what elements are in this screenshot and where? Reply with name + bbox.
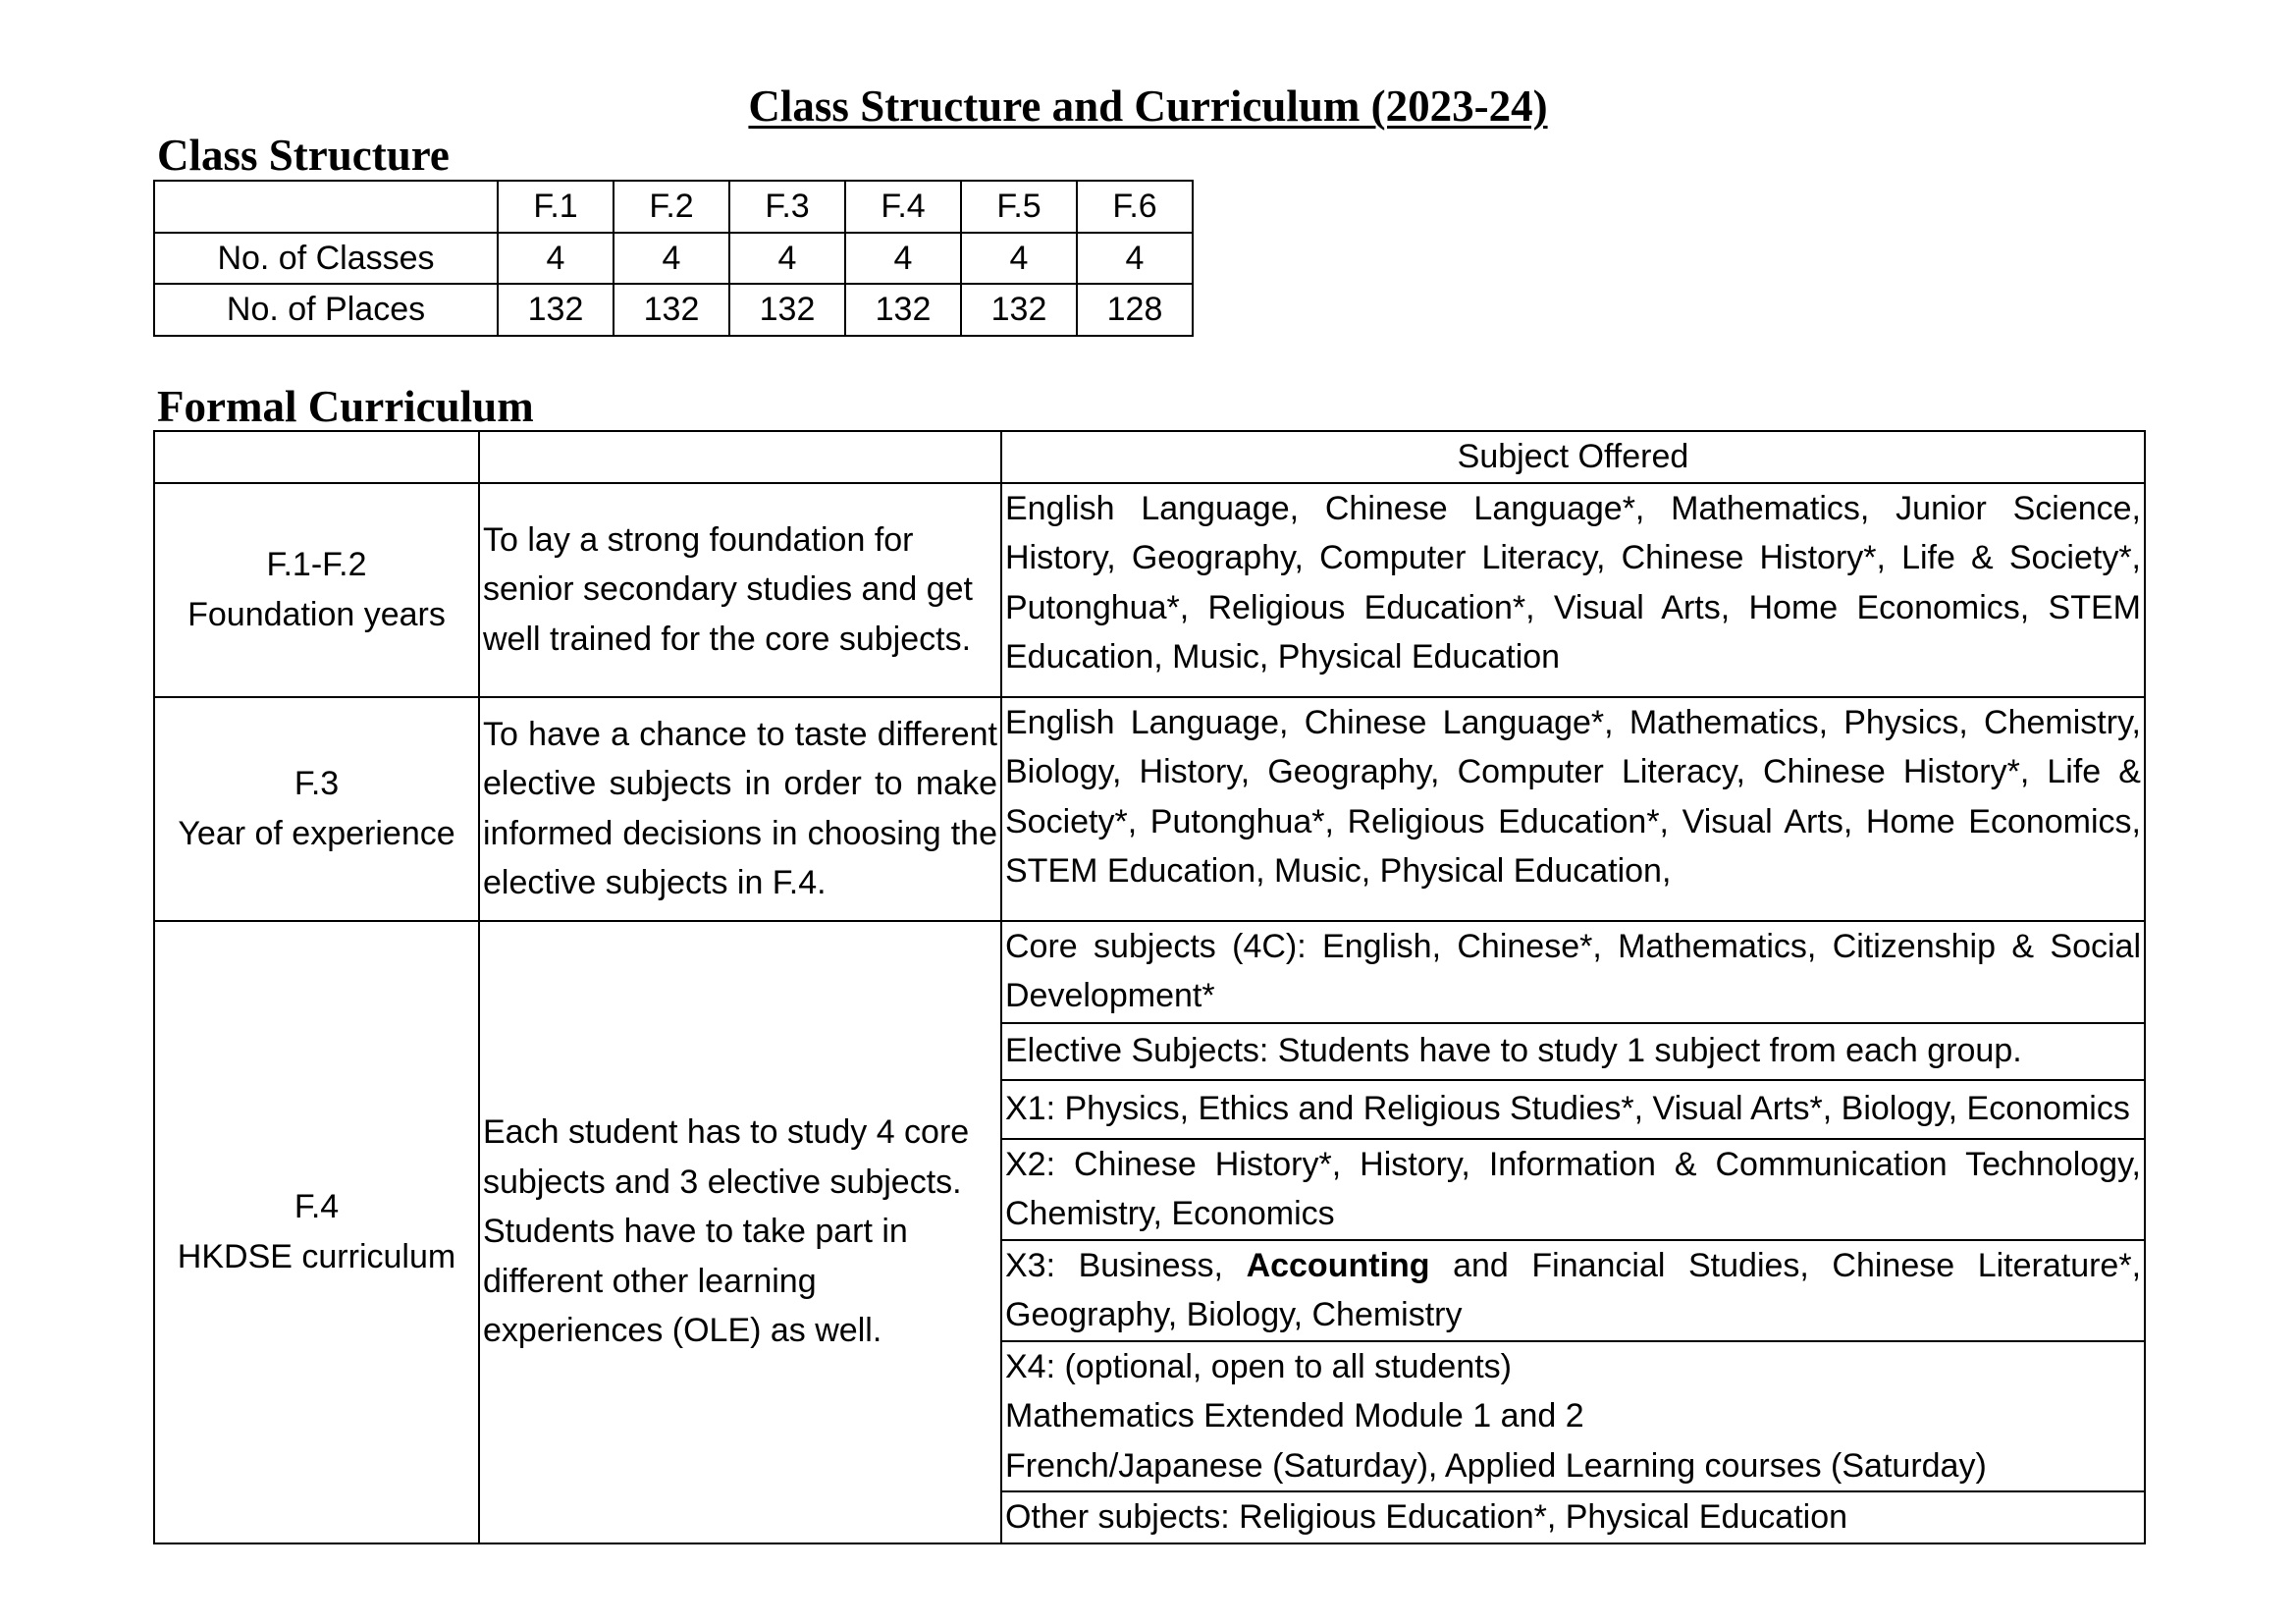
x3-highlight: Accounting bbox=[1246, 1246, 1430, 1284]
elective-note: Elective Subjects: Students have to study 1 subject from each group. bbox=[1001, 1023, 2145, 1080]
table-cell: 132 bbox=[498, 284, 614, 336]
table-cell: 4 bbox=[961, 233, 1077, 285]
class-structure-heading: Class Structure bbox=[157, 131, 450, 180]
elective-group-x4 bbox=[1001, 1341, 2145, 1492]
stage-name: HKDSE curriculum bbox=[177, 1237, 456, 1275]
table-cell: 4 bbox=[729, 233, 845, 285]
x4-line: French/Japanese (Saturday), Applied Learning courses (Saturday) bbox=[1005, 1446, 1987, 1485]
elective-group-x1: X1: Physics, Ethics and Religious Studies*, Visual Arts*, Biology, Economics bbox=[1001, 1080, 2145, 1139]
stage-aim: To have a chance to taste different elective subjects in order to make informed decisions in choosing the elective subjects in F.4. bbox=[479, 697, 1001, 921]
page-title: Class Structure and Curriculum (2023-24) bbox=[748, 81, 1548, 131]
x3-text-end: and Financial Studies, Chinese Literature*, Geography, Biology, Chemistry bbox=[1005, 1246, 2142, 1333]
table-row bbox=[154, 921, 2145, 1023]
x3-text-start: X3: Business, bbox=[1005, 1246, 1223, 1284]
x4-line: Mathematics Extended Module 1 and 2 bbox=[1005, 1397, 1584, 1435]
table-cell: 132 bbox=[845, 284, 961, 336]
stage-form: F.3 bbox=[294, 765, 340, 802]
table-corner-cell bbox=[154, 431, 479, 483]
table-cell: 4 bbox=[845, 233, 961, 285]
column-header-f5: F.5 bbox=[961, 181, 1077, 233]
table-cell: 4 bbox=[498, 233, 614, 285]
column-header-f2: F.2 bbox=[614, 181, 729, 233]
table-corner-cell bbox=[154, 181, 498, 233]
stage-subjects: English Language, Chinese Language*, Mathematics, Junior Science, History, Geography, Computer Literacy, Chinese History*, Life & Society*, Putonghua*, Religious Education*, Visual Arts, Home Economics, STEM Education, Music, Physical Education bbox=[1001, 483, 2145, 697]
subject-offered-header: Subject Offered bbox=[1001, 431, 2145, 483]
table-row bbox=[154, 697, 2145, 921]
formal-curriculum-table bbox=[153, 430, 2146, 1544]
elective-group-x2: X2: Chinese History*, History, Information & Communication Technology, Chemistry, Economics bbox=[1001, 1139, 2145, 1240]
stage-aim: To lay a strong foundation for senior secondary studies and get well trained for the core subjects. bbox=[479, 483, 1001, 697]
stage-cell bbox=[154, 921, 479, 1543]
table-cell: 132 bbox=[614, 284, 729, 336]
row-label-places: No. of Places bbox=[154, 284, 498, 336]
formal-curriculum-heading: Formal Curriculum bbox=[157, 382, 534, 431]
stage-aim: Each student has to study 4 core subjects and 3 elective subjects. Students have to take part in different other learning experiences (OLE) as well. bbox=[479, 921, 1001, 1543]
column-header-f3: F.3 bbox=[729, 181, 845, 233]
stage-subjects: English Language, Chinese Language*, Mathematics, Physics, Chemistry, Biology, History, Geography, Computer Literacy, Chinese History*, Life & Society*, Putonghua*, Religious Education*, Visual Arts, Home Economics, STEM Education, Music, Physical Education, bbox=[1001, 697, 2145, 921]
column-header-f4: F.4 bbox=[845, 181, 961, 233]
table-row bbox=[154, 233, 1193, 285]
row-label-classes: No. of Classes bbox=[154, 233, 498, 285]
table-cell: 132 bbox=[729, 284, 845, 336]
table-row bbox=[154, 483, 2145, 697]
stage-cell bbox=[154, 483, 479, 697]
table-row bbox=[154, 284, 1193, 336]
core-subjects: Core subjects (4C): English, Chinese*, Mathematics, Citizenship & Social Development* bbox=[1001, 921, 2145, 1023]
column-header-f6: F.6 bbox=[1077, 181, 1193, 233]
stage-form: F.4 bbox=[294, 1188, 340, 1225]
table-cell: 128 bbox=[1077, 284, 1193, 336]
table-header-row bbox=[154, 181, 1193, 233]
stage-name: Year of experience bbox=[178, 814, 455, 852]
table-cell: 132 bbox=[961, 284, 1077, 336]
other-subjects: Other subjects: Religious Education*, Physical Education bbox=[1001, 1491, 2145, 1543]
table-corner-cell bbox=[479, 431, 1001, 483]
column-header-f1: F.1 bbox=[498, 181, 614, 233]
x4-line: X4: (optional, open to all students) bbox=[1005, 1347, 1512, 1385]
elective-group-x3 bbox=[1001, 1240, 2145, 1341]
stage-cell bbox=[154, 697, 479, 921]
table-cell: 4 bbox=[614, 233, 729, 285]
stage-name: Foundation years bbox=[187, 595, 446, 633]
table-cell: 4 bbox=[1077, 233, 1193, 285]
table-header-row bbox=[154, 431, 2145, 483]
stage-form: F.1-F.2 bbox=[266, 546, 367, 583]
class-structure-table bbox=[153, 180, 1194, 337]
